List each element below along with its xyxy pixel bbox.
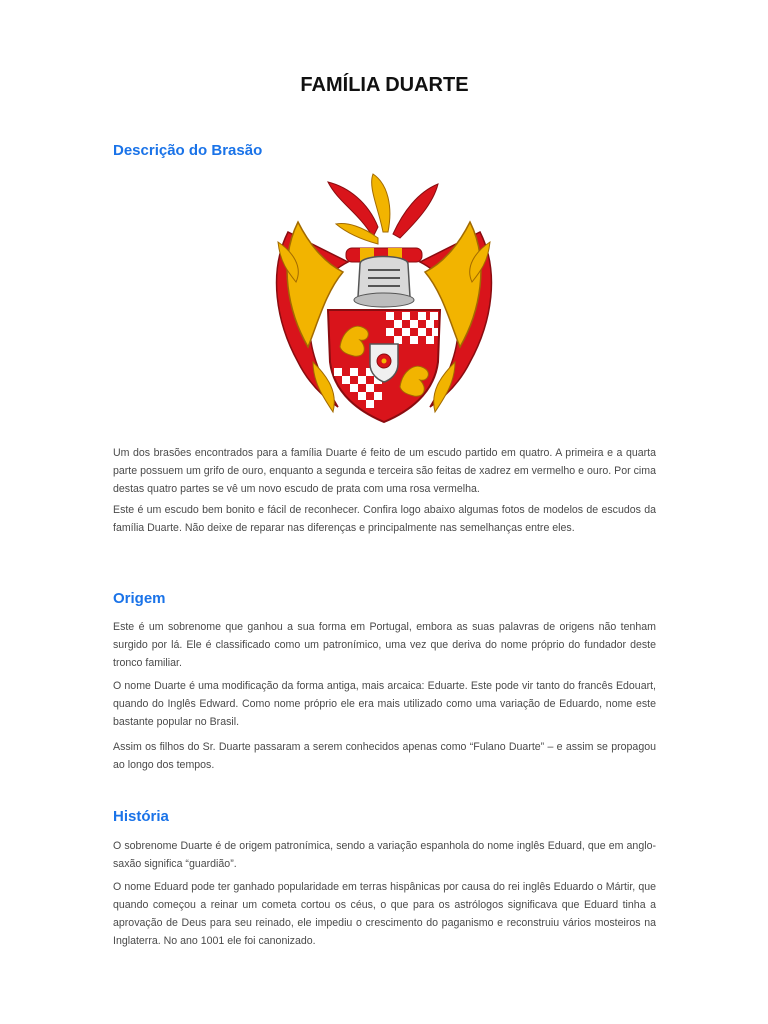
paragraph-brasao-1: Um dos brasões encontrados para a família Duarte é feito de um escudo partido em quatro. A primeira e a quarta parte possuem um grifo de ouro, enquanto a segunda e terceira são feitas de xadrez em vermelho e ouro. Por cima destas quatro partes se vê um novo escudo de prata com uma rosa vermelha. [113, 447, 656, 495]
paragraph-origem-2: O nome Duarte é uma modificação da forma antiga, mais arcaica: Eduarte. Este pode vir tanto do francês Edouart, quando do Inglês Edward. Como nome próprio ele era mais utilizado como uma variação de Eduardo, nome este bastante popular no Brasil. [113, 680, 656, 728]
paragraph-historia-1: O sobrenome Duarte é de origem patronímica, sendo a variação espanhola do nome inglês Eduard, que em anglo-saxão significa “guardião”. [113, 840, 656, 870]
paragraph-origem-1: Este é um sobrenome que ganhou a sua forma em Portugal, embora as suas palavras de origens não tenham surgido por lá. Ele é classificado como um patronímico, uma vez que deriva do nome próprio do fundador deste tronco familiar. [113, 621, 656, 669]
page-title: FAMÍLIA DUARTE [300, 74, 469, 96]
paragraph-historia-2: O nome Eduard pode ter ganhado popularidade em terras hispânicas por causa do rei inglês Eduardo o Mártir, que quando começou a reinar um cometa cortou os céus, o que para os astrólogos significava que Eduard tinha a aprovação de Deus para seu reinado, ele impediu o crescimento do paganismo e reconstruiu vários mosteiros na Inglaterra. No ano 1001 ele foi canonizado. [113, 881, 656, 947]
heading-descricao-brasao: Descrição do Brasão [113, 142, 263, 159]
paragraph-origem-3: Assim os filhos do Sr. Duarte passaram a serem conhecidos apenas como “Fulano Duarte” – e assim se propagou ao longo dos tempos. [113, 741, 656, 771]
heading-historia: História [113, 808, 169, 825]
heading-origem: Origem [113, 590, 166, 607]
paragraph-brasao-2: Este é um escudo bem bonito e fácil de reconhecer. Confira logo abaixo algumas fotos de modelos de escudos da família Duarte. Não deixe de reparar nas diferenças e principalmente nas semelhanças entre eles. [113, 504, 656, 534]
coat-of-arms-image [268, 172, 500, 426]
